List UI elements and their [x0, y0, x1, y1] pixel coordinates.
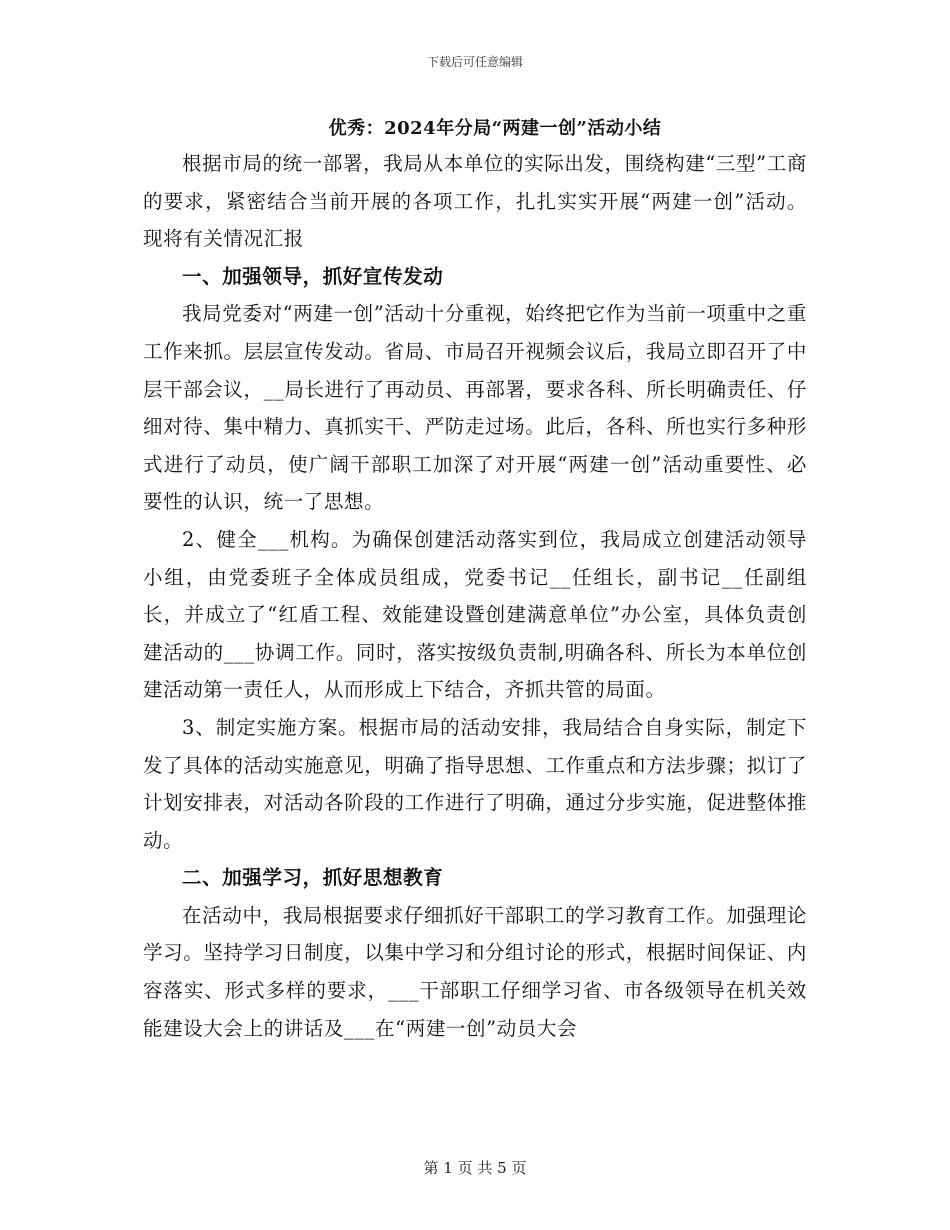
- body-paragraph: 2、健全___机构。为确保创建活动落实到位，我局成立创建活动领导小组，由党委班子全体成员组成，党委书记__任组长，副书记__任副组长，并成立了“红盾工程、效能建设暨创建满意单位”办公室，具体负责创建活动的___协调工作。同时，落实按级负责制,明确各科、所长为本单位创建活动第一责任人，从而形成上下结合，齐抓共管的局面。: [143, 527, 807, 702]
- page-footer: 第 1 页 共 5 页: [423, 1159, 527, 1177]
- body-paragraph: 我局党委对“两建一创”活动十分重视，始终把它作为当前一项重中之重工作来抓。层层宣传发动。省局、市局召开视频会议后，我局立即召开了中层干部会议，__局长进行了再动员、再部署，要求各科、所长明确责任、仔细对待、集中精力、真抓实干、严防走过场。此后，各科、所也实行多种形式进行了动员，使广阔干部职工加深了对开展“两建一创”活动重要性、必要性的认识，统一了思想。: [143, 302, 807, 514]
- document-title: 优秀：2024年分局“两建一创”活动小结: [328, 118, 662, 139]
- intro-paragraph: 根据市局的统一部署，我局从本单位的实际出发，围绕构建“三型”工商的要求，紧密结合当前开展的各项工作，扎扎实实开展“两建一创”活动。现将有关情况汇报: [143, 152, 807, 251]
- body-paragraph: 在活动中，我局根据要求仔细抓好干部职工的学习教育工作。加强理论学习。坚持学习日制度，以集中学习和分组讨论的形式，根据时间保证、内容落实、形式多样的要求，___干部职工仔细学习省、市各级领导在机关效能建设大会上的讲话及___在“两建一创”动员大会: [143, 903, 807, 1040]
- section-heading-1: 一、加强领导，抓好宣传发动: [182, 264, 444, 288]
- header-note: 下载后可任意编辑: [426, 55, 523, 69]
- section-heading-2: 二、加强学习，抓好思想教育: [182, 866, 444, 890]
- body-paragraph: 3、制定实施方案。根据市局的活动安排，我局结合自身实际，制定下发了具体的活动实施意见，明确了指导思想、工作重点和方法步骤；拟订了计划安排表，对活动各阶段的工作进行了明确，通过分步实施，促进整体推动。: [143, 715, 807, 852]
- document-body: [143, 145, 807, 1047]
